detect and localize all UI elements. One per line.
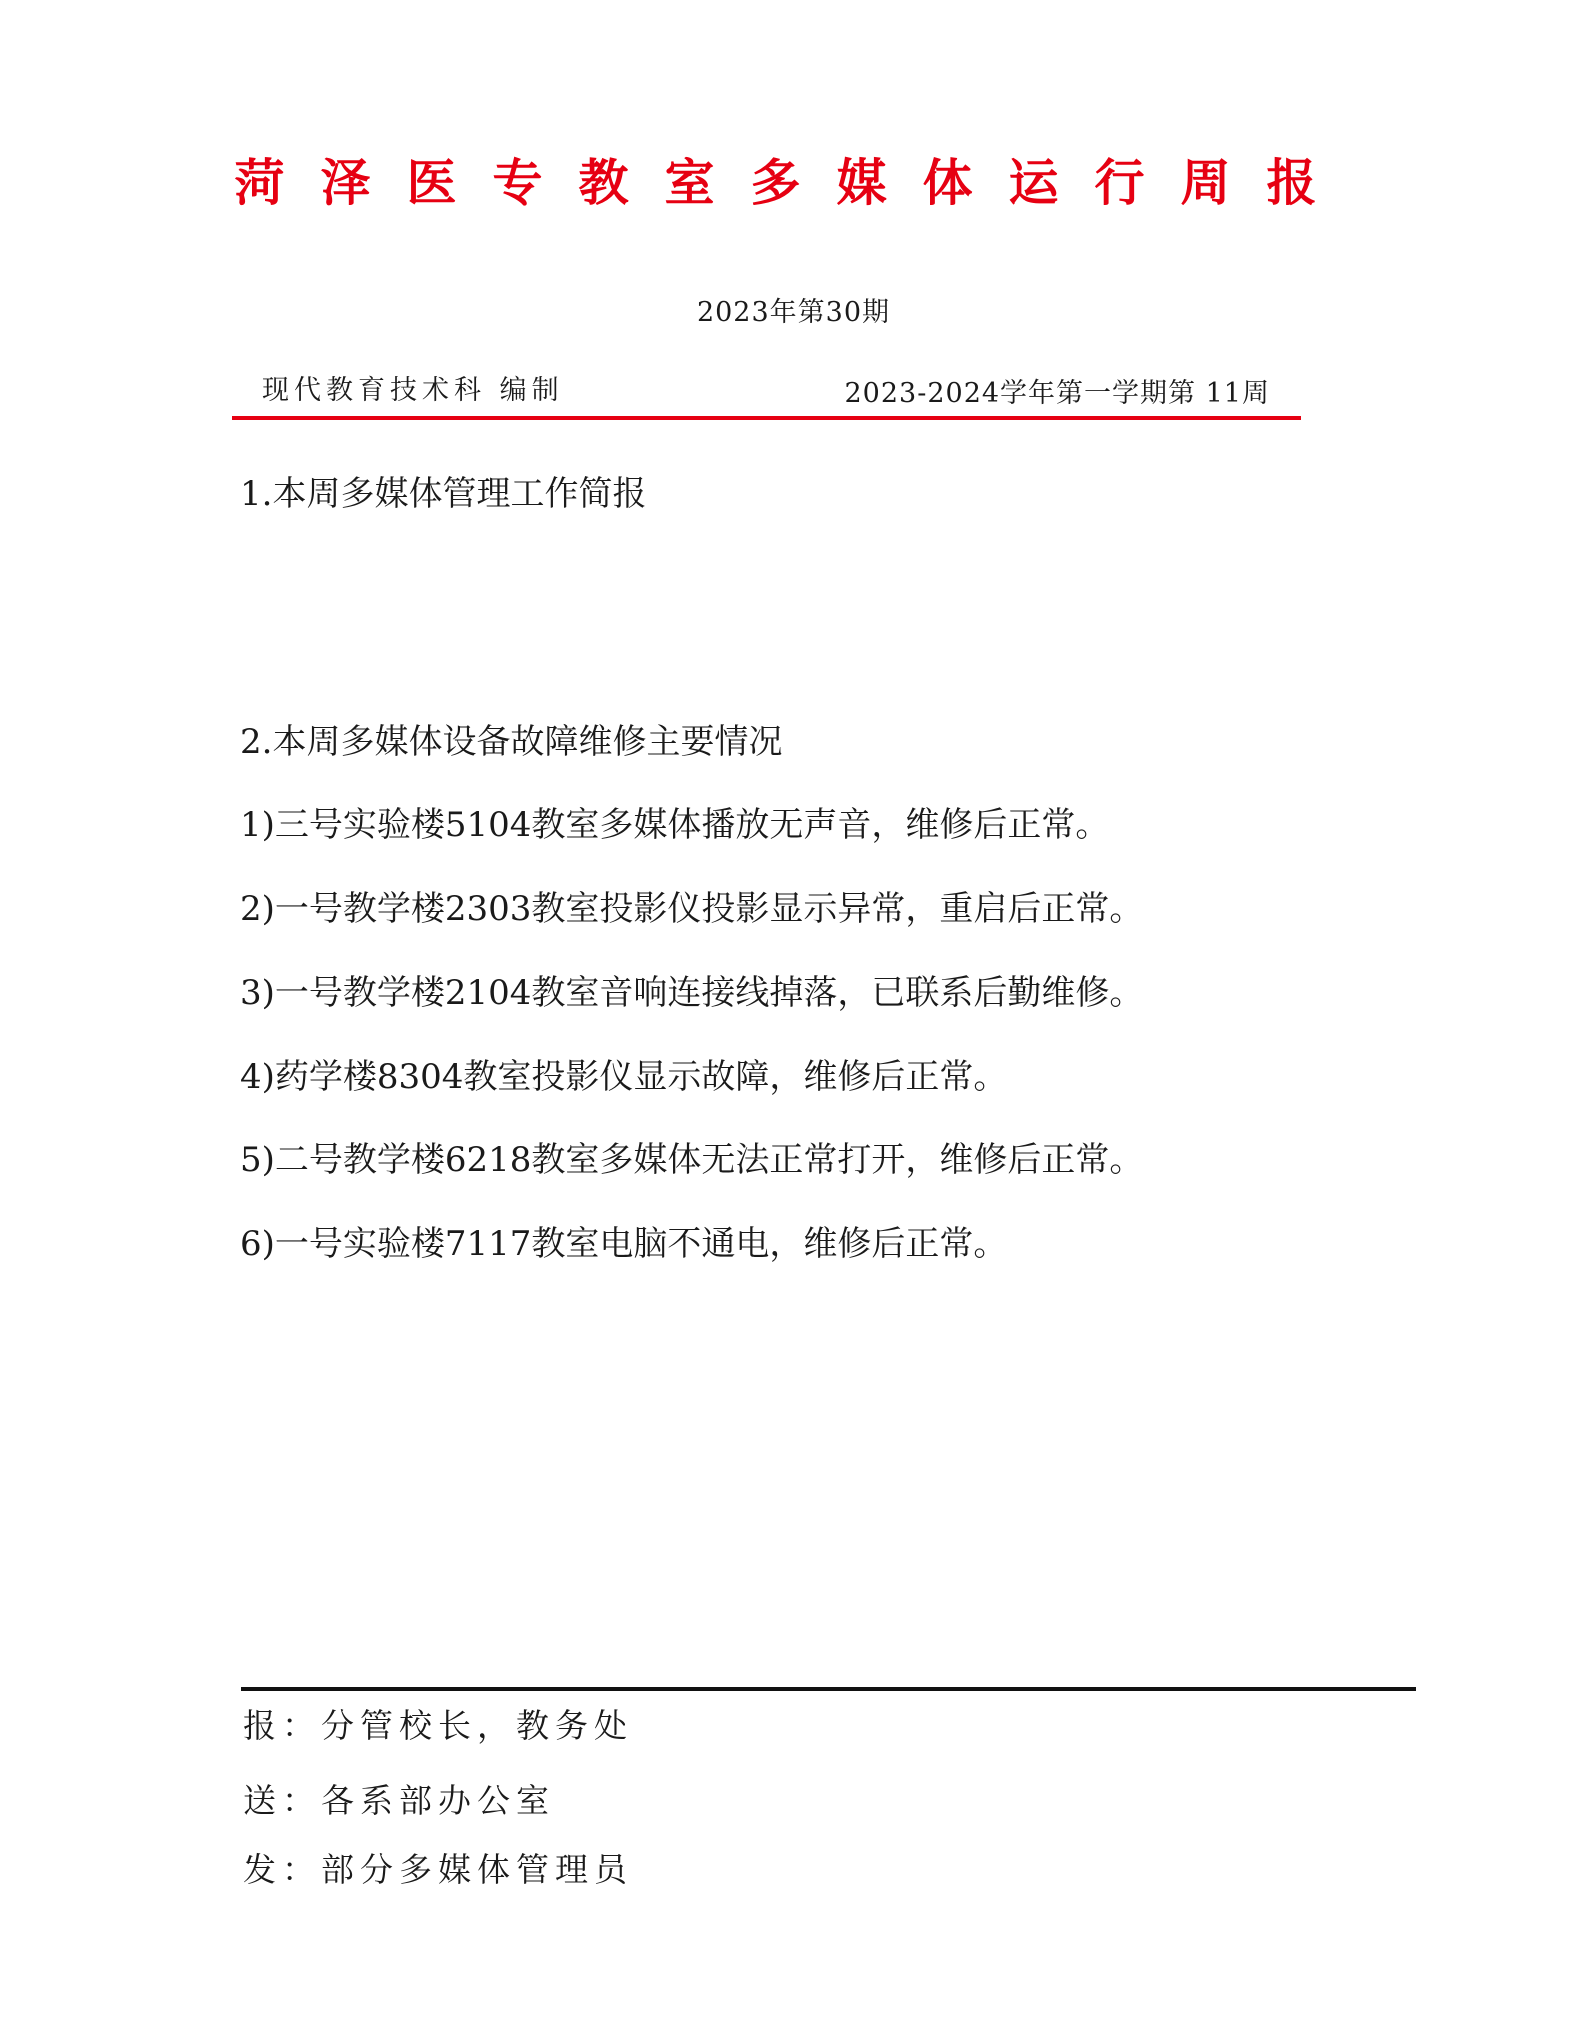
repair-item: 1)三号实验楼5104教室多媒体播放无声音，维修后正常。	[240, 805, 1110, 845]
send-to-line: 送：各系部办公室	[243, 1781, 555, 1820]
editor-department: 现代教育技术科 编制	[262, 375, 564, 406]
section-heading-repairs: 2.本周多媒体设备故障维修主要情况	[240, 722, 783, 762]
footer-divider	[241, 1687, 1416, 1691]
academic-week: 2023-2024学年第一学期第 11周	[844, 378, 1270, 409]
issue-to-line: 发：部分多媒体管理员	[243, 1850, 633, 1889]
repair-item: 3)一号教学楼2104教室音响连接线掉落，已联系后勤维修。	[240, 973, 1144, 1013]
repair-item: 5)二号教学楼6218教室多媒体无法正常打开，维修后正常。	[240, 1140, 1144, 1180]
report-to-line: 报：分管校长，教务处	[243, 1706, 633, 1745]
issue-number: 2023年第30期	[696, 297, 891, 328]
document-title: 菏泽医专教室多媒体运行周报	[234, 153, 1353, 212]
repair-item: 4)药学楼8304教室投影仪显示故障，维修后正常。	[240, 1057, 1008, 1097]
repair-item: 6)一号实验楼7117教室电脑不通电，维修后正常。	[240, 1224, 1008, 1264]
section-heading-work-brief: 1.本周多媒体管理工作简报	[240, 474, 647, 514]
header-red-divider	[232, 416, 1301, 420]
repair-item: 2)一号教学楼2303教室投影仪投影显示异常，重启后正常。	[240, 889, 1144, 929]
